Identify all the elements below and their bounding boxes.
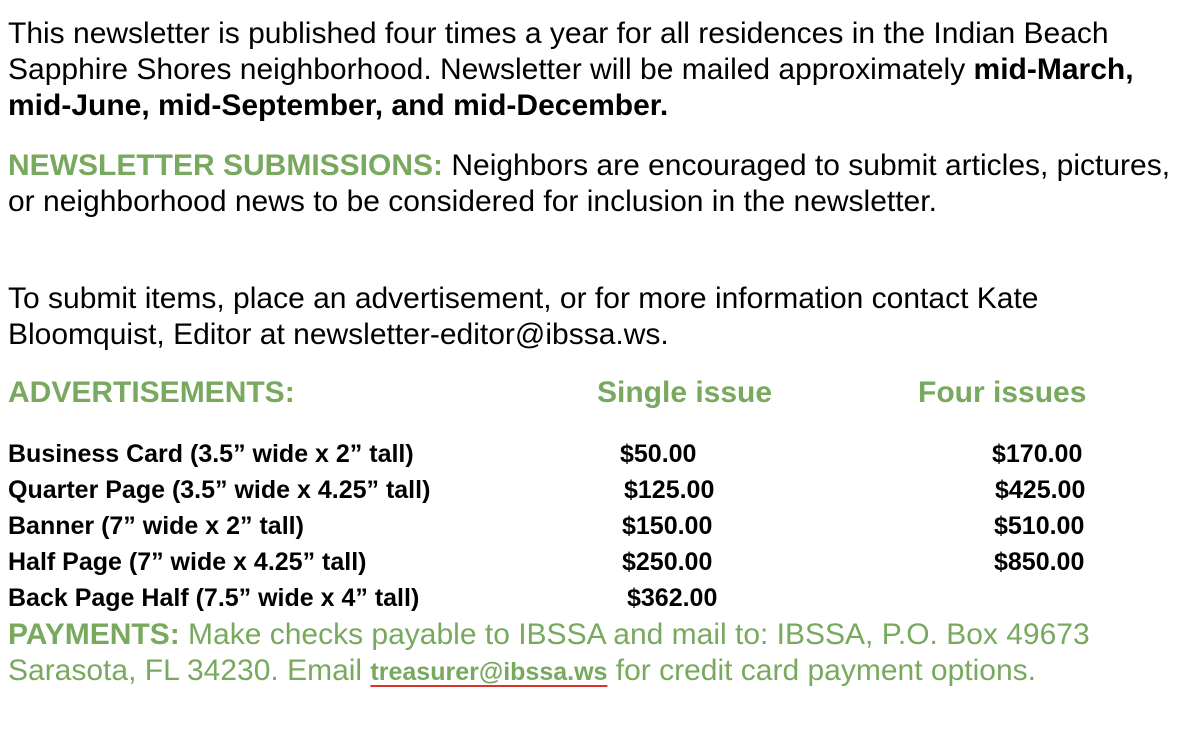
four-issues-price: $850.00: [994, 548, 1085, 576]
four-issues-price: $425.00: [995, 476, 1086, 504]
four-issues-column-header: Four issues: [918, 376, 1087, 409]
ad-item: Quarter Page (3.5” wide x 4.25” tall): [8, 476, 431, 504]
intro-text: This newsletter is published four times a year for all residences in the Indian Beach Sapphire Shores neighborhood. Newsletter will be mailed approximately: [8, 17, 1109, 86]
single-issue-price: $150.00: [622, 512, 713, 540]
table-row: [8, 436, 1188, 472]
single-issue-column-header: Single issue: [597, 376, 773, 409]
ad-item: Half Page (7” wide x 4.25” tall): [8, 548, 367, 576]
table-row: [8, 472, 1188, 508]
contact-paragraph: To submit items, place an advertisement, or for more information contact Kate Bloomquist, Editor at newsletter-editor@ibssa.ws.: [8, 282, 1039, 351]
four-issues-price: $170.00: [992, 440, 1083, 468]
submissions-paragraph: [8, 148, 1188, 220]
intro-paragraph: [8, 16, 1188, 124]
mailing-dates: mid-March, mid-June, mid-September, and mid-December.: [8, 53, 1134, 122]
single-issue-price: $125.00: [624, 476, 715, 504]
advertisements-heading: ADVERTISEMENTS:: [8, 376, 295, 409]
payments-text: Make checks payable to IBSSA and mail to: IBSSA, P.O. Box 49673 Sarasota, FL 34230. Email: [8, 618, 1090, 687]
table-row: [8, 544, 1188, 580]
single-issue-price: $250.00: [622, 548, 713, 576]
payments-heading: PAYMENTS:: [8, 618, 180, 651]
four-issues-price: $510.00: [994, 512, 1085, 540]
submissions-heading: NEWSLETTER SUBMISSIONS:: [8, 149, 444, 182]
treasurer-email-link[interactable]: treasurer@ibssa.ws: [370, 658, 608, 686]
ad-item: Business Card (3.5” wide x 2” tall): [8, 440, 414, 468]
table-row: [8, 508, 1188, 544]
ad-item: Banner (7” wide x 2” tall): [8, 512, 304, 540]
ad-item: Back Page Half (7.5” wide x 4” tall): [8, 584, 420, 612]
payments-text-after: for credit card payment options.: [607, 654, 1036, 687]
submissions-text: Neighbors are encouraged to submit articles, pictures, or neighborhood news to be considered for inclusion in the newsletter.: [8, 149, 1171, 218]
ad-price-table: [8, 436, 1188, 616]
single-issue-price: $362.00: [627, 584, 718, 612]
single-issue-price: $50.00: [620, 440, 697, 468]
payments-paragraph: [8, 617, 1188, 690]
table-row: [8, 580, 1188, 616]
